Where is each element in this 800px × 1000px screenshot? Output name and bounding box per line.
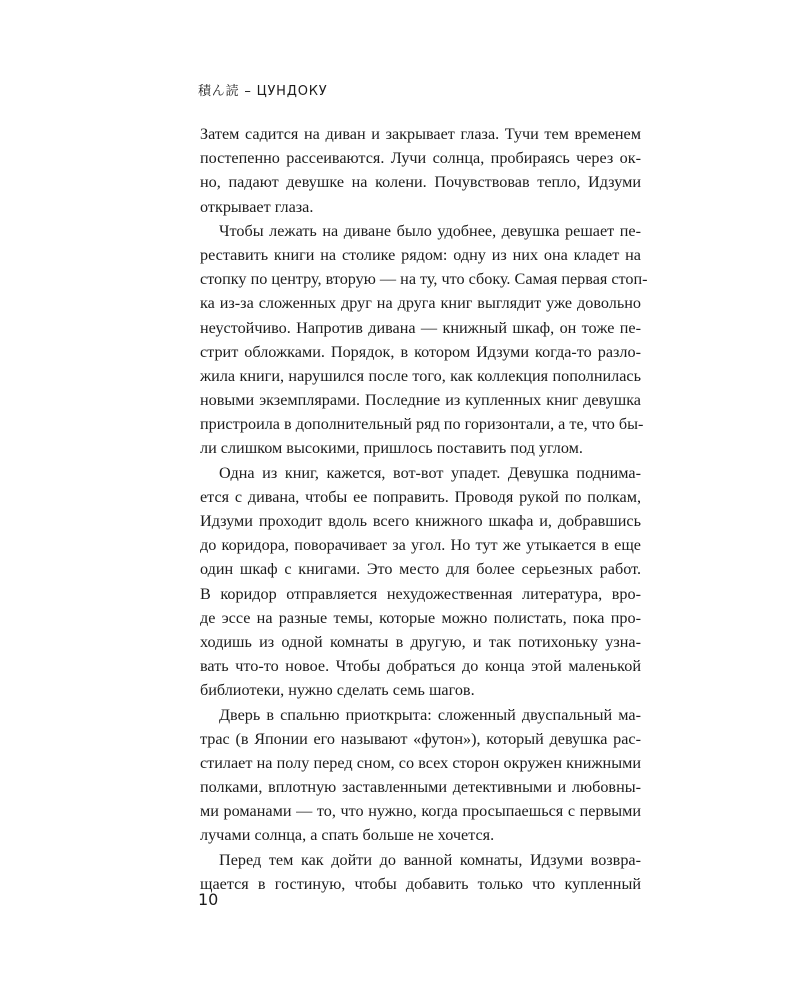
- text-line: но, падают девушке на колени. Почувствовав тепло, Идзуми: [200, 173, 641, 192]
- text-line: стилает на полу перед сном, со всех сторон окружен книжными: [200, 753, 641, 772]
- text-line: библиотеки, нужно сделать семь шагов.: [200, 681, 475, 700]
- text-line: до коридора, поворачивает за угол. Но тут же утыкается в еще: [200, 536, 641, 555]
- text-line: ходишь из одной комнаты в другую, и так потихоньку узна-: [200, 632, 641, 651]
- text-line: неустойчиво. Напротив дивана — книжный шкаф, он тоже пе-: [200, 318, 641, 337]
- text-line: стрит обложками. Порядок, в котором Идзуми когда-то разло-: [200, 342, 641, 361]
- page-number: 10: [198, 890, 219, 909]
- running-head: 積ん読 – ЦУНДОКУ: [198, 84, 328, 99]
- paragraph-first-line: Одна из книг, кажется, вот-вот упадет. Девушка поднима-: [219, 463, 641, 482]
- text-line: ли слишком высокими, пришлось поставить под углом.: [200, 439, 583, 458]
- text-line: реставить книги на столике рядом: одну из них она кладет на: [200, 245, 641, 264]
- paragraph-first-line: Дверь в спальню приоткрыта: сложенный двуспальный ма-: [219, 705, 641, 724]
- paragraph-first-line: Перед тем как дойти до ванной комнаты, Идзуми возвра-: [219, 850, 641, 869]
- text-line: Идзуми проходит вдоль всего книжного шкафа и, добравшись: [200, 512, 641, 530]
- text-line: ка из-за сложенных друг на друга книг выглядит уже довольно: [200, 294, 641, 313]
- text-line: В коридор отправляется нехудожественная литература, вро-: [200, 584, 641, 603]
- text-line: стопку по центру, вторую — на ту, что сбоку. Самая первая стоп-: [200, 270, 648, 289]
- text-line: один шкаф с книгами. Это место для более серьезных работ.: [200, 560, 641, 579]
- text-line: ется с дивана, чтобы ее поправить. Проводя рукой по полкам,: [200, 487, 641, 506]
- text-line: вать что-то новое. Чтобы добраться до конца этой маленькой: [200, 657, 641, 676]
- text-line: щается в гостиную, чтобы добавить только что купленный: [200, 874, 641, 893]
- text-line: де эссе на разные темы, которые можно полистать, пока про-: [200, 608, 641, 627]
- text-line: новыми экземплярами. Последние из купленных книг девушка: [200, 391, 641, 410]
- body-text: [200, 122, 648, 896]
- paragraph-first-line: Затем садится на диван и закрывает глаза. Тучи тем временем: [200, 125, 641, 143]
- text-line: ми романами — то, что нужно, когда просыпаешься с первыми: [200, 802, 641, 821]
- text-line: жила книги, нарушился после того, как коллекция пополнилась: [200, 366, 641, 385]
- text-line: лучами солнца, а спать больше не хочется.: [200, 826, 495, 845]
- text-line: открывает глаза.: [200, 197, 314, 216]
- text-line: пристроила в дополнительный ряд по горизонтали, а те, что бы-: [200, 415, 644, 434]
- text-line: постепенно рассеиваются. Лучи солнца, пробираясь через ок-: [200, 149, 641, 168]
- paragraph-first-line: Чтобы лежать на диване было удобнее, девушка решает пе-: [219, 221, 641, 240]
- text-line: трас (в Японии его называют «футон»), который девушка рас-: [200, 729, 641, 748]
- text-line: полками, вплотную заставленными детективными и любовны-: [200, 778, 641, 797]
